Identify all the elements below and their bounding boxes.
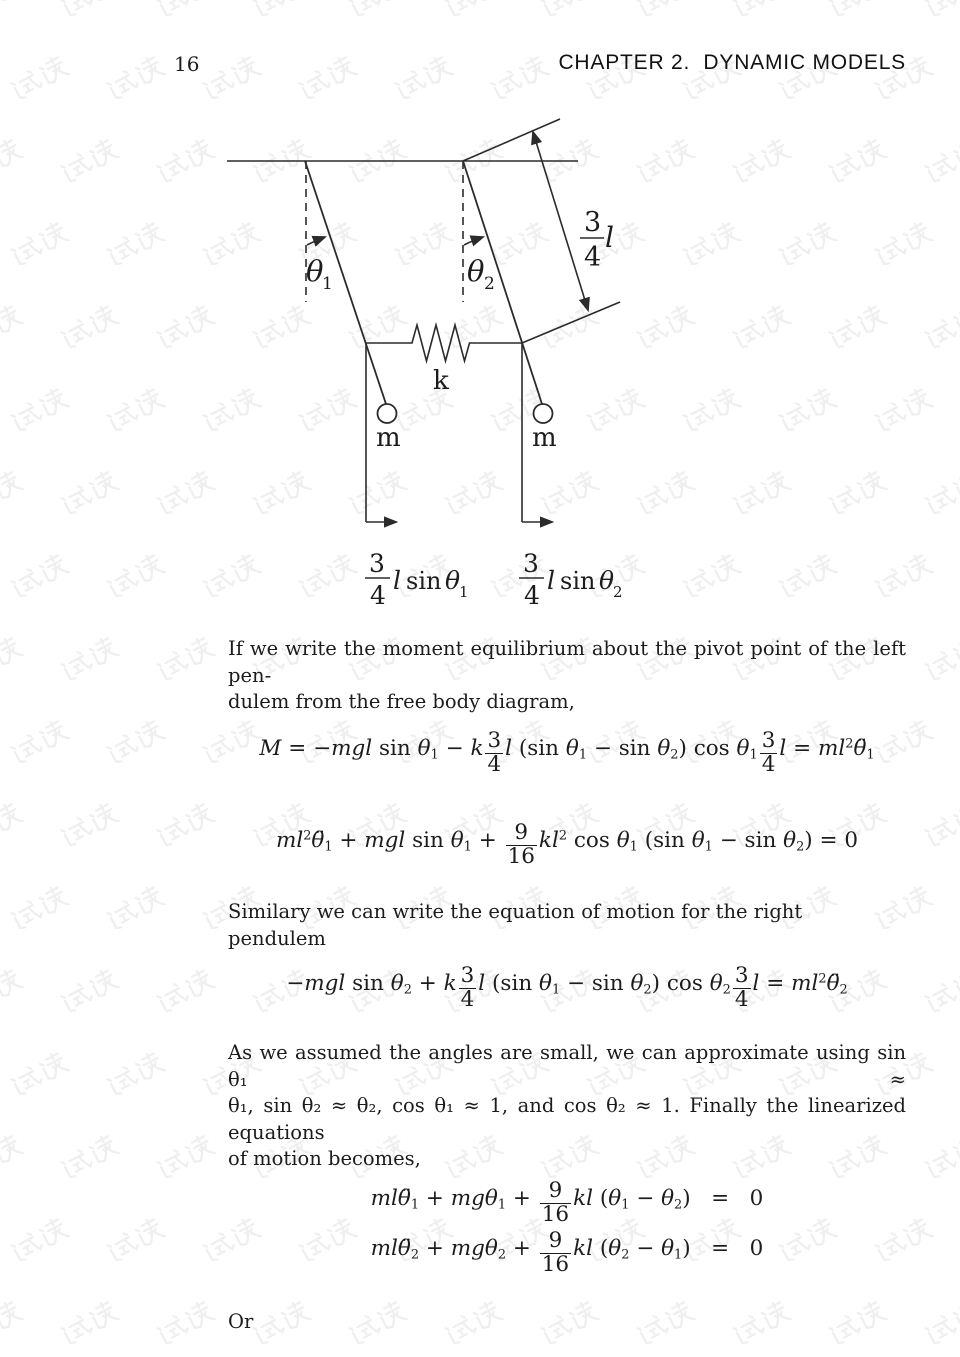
disp-left-denominator: 4 [370,581,386,610]
disp-right-lvar: l [547,566,555,595]
mass-label-left: m [376,423,401,453]
chapter-header: CHAPTER 2. DYNAMIC MODELS [558,51,906,74]
equation-2-container [228,814,906,876]
disp-left-lvar: l [393,566,401,595]
disp-left-sin: sin [406,567,442,595]
length-variable: l [605,221,614,254]
equation-4a: $ml\thetä_1 + mg\theta_1$ + $\frac{9}{16}$ kl $(\theta_1 - \theta_2) = 0$ [370,1178,764,1227]
pendulum-diagram [0,0,960,625]
theta1-subscript: 1 [322,274,333,294]
spring-constant-label: k [433,366,449,396]
mass-circle-left [378,404,397,423]
length-dimension-arrow [533,132,588,310]
page-number: 16 [174,52,200,76]
disp-right-sin: sin [560,567,596,595]
length-fraction-numerator: 3 [584,207,602,238]
disp-right-denominator: 4 [524,581,540,610]
disp-left-numerator: 3 [369,549,385,578]
paragraph-3-line-1: As we assumed the angles are small, we can approximate using sin θ₁ ≈ [228,1041,906,1091]
equation-1-container [228,722,906,784]
paragraph-3-line-3: of motion becomes, [228,1147,421,1171]
equation-3-container [228,957,906,1019]
left-angle-arc-arrow [307,237,325,245]
paragraph-1 [228,636,906,716]
equation-4b: $ml\thetä_2 + mg\theta_2$ + $\frac{9}{16}$ kl $(\theta_2 - \theta_1) = 0$ [370,1228,764,1277]
paragraph-3-line-2: θ₁, sin θ₂ ≈ θ₂, cos θ₁ ≈ 1, and cos θ₂ ≈ 1. Finally the linearized equations [228,1094,906,1144]
length-extension-line-top [463,119,560,161]
equation-4b-row [228,1228,906,1278]
equation-4-container [228,1178,906,1278]
length-fraction-denominator: 4 [584,242,602,273]
equation-3: −mgl $\sin \theta_2 + k$ $\frac{3}{4}$ l (sin $\theta_1 - \sin \theta_2$) $\cos \theta_2$ $\frac{3}{4}$ $l = ml^2\thetä_2$ [286,963,848,1012]
disp-right-numerator: 3 [523,549,539,578]
length-extension-line-bottom [522,302,620,343]
equation-4a-row [228,1178,906,1228]
paragraph-1-line-2: dulem from the free body diagram, [228,690,575,714]
paragraph-3 [228,1040,906,1173]
disp-left-theta: θ [445,566,461,595]
spring-coil [366,325,522,361]
disp-left-sub: 1 [459,583,469,601]
theta2-subscript: 2 [484,274,495,294]
right-angle-arc-arrow [464,237,483,245]
paragraph-2: Similary we can write the equation of motion for the right pendulem [228,900,803,950]
mass-label-right: m [532,423,557,453]
equation-2: $ml^2\thetä_1$ + mgl $\sin \theta_1$ + $\frac{9}{16}$ $kl^2$ $\cos \theta_1$ (sin $\theta_1 - \sin \theta_2) = 0$ [275,820,859,869]
mass-circle-right [534,404,553,423]
paragraph-1-line-1: If we write the moment equilibrium about the pivot point of the left pen- [228,637,906,687]
theta1-label: θ [306,254,324,288]
theta2-label: θ [467,254,485,288]
equation-1: M = −mgl $\sin \theta_1 - k$ $\frac{3}{4}$ l (sin $\theta_1 - \sin \theta_2$) $\cos \theta_1$ $\frac{3}{4}$ $l = ml^2\thetä_1$ [259,728,875,777]
or-text: Or [228,1310,254,1333]
disp-right-theta: θ [599,566,615,595]
disp-right-sub: 2 [613,583,623,601]
